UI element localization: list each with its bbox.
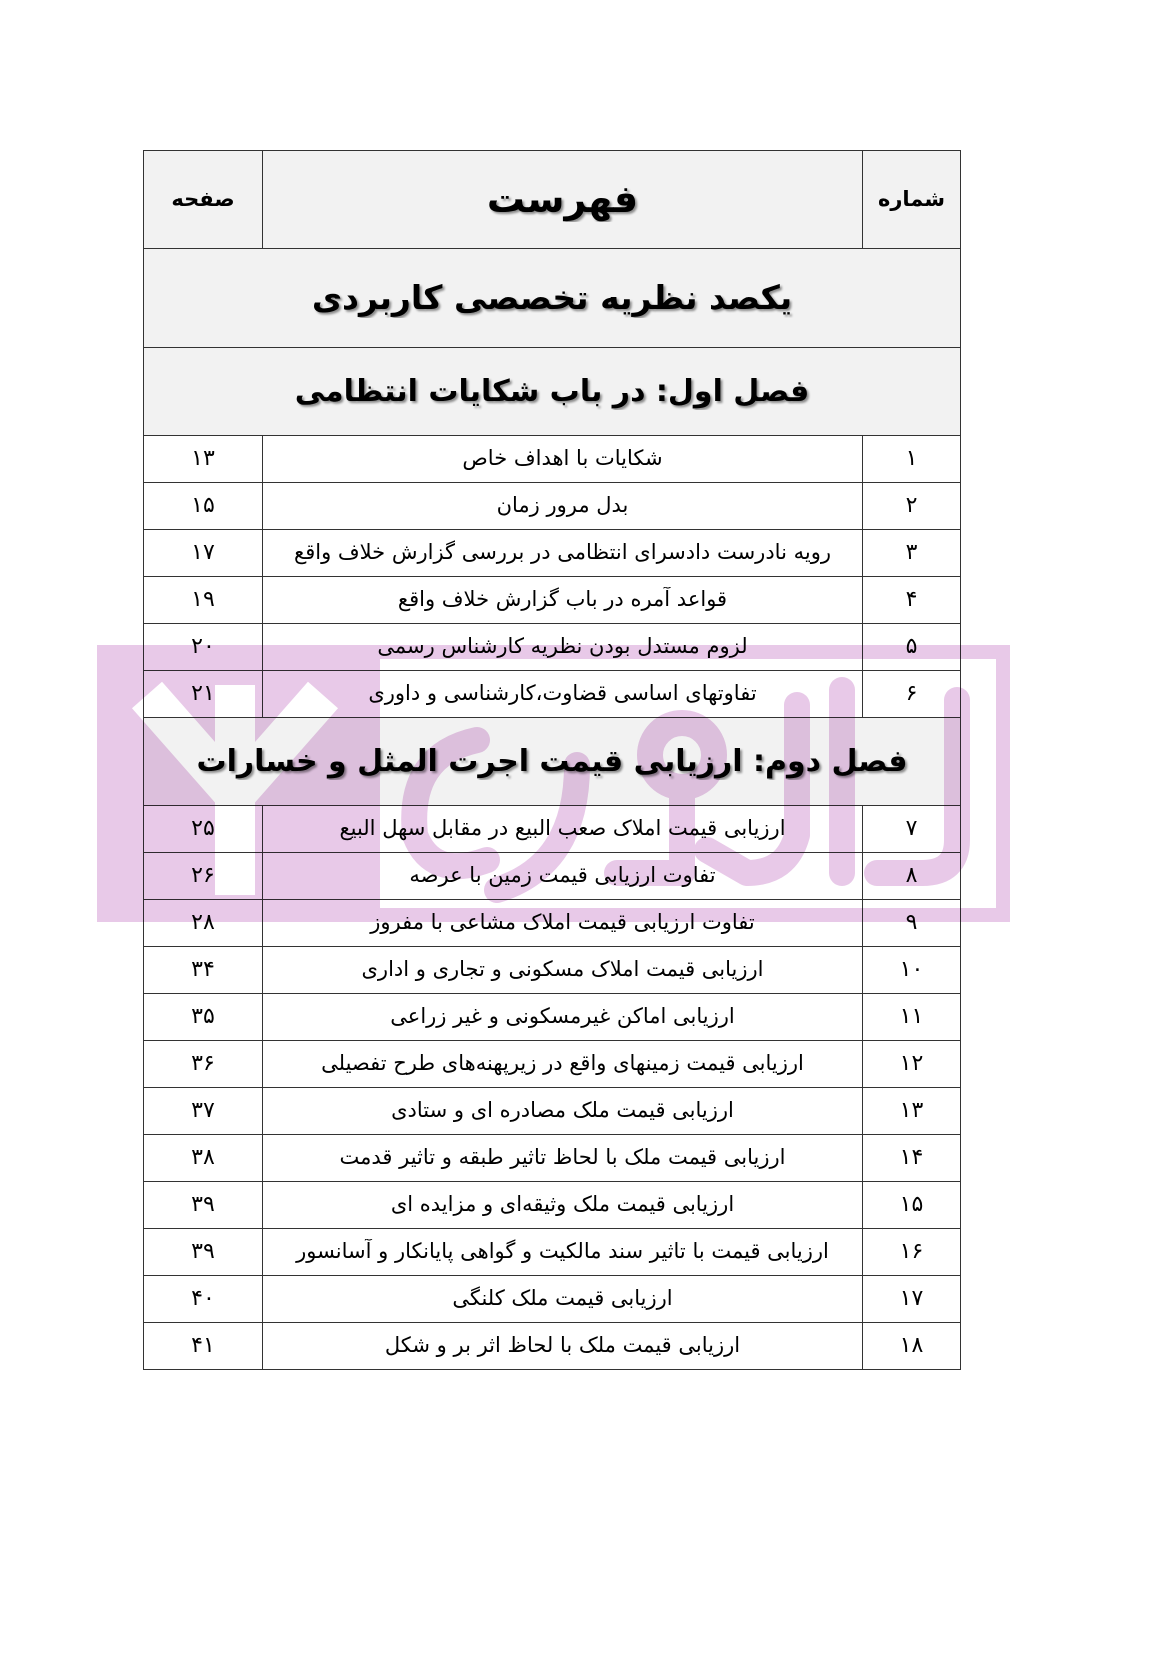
toc-entry-row <box>144 994 961 1041</box>
entry-title-text: ارزیابی قیمت زمینهای واقع در زیرپهنه‌های طرح تفصیلی <box>321 1051 804 1076</box>
entry-title-text: ارزیابی قیمت ملک مصادره ای و ستادی <box>391 1098 734 1123</box>
entry-number-text: ۱ <box>905 445 918 471</box>
entry-number-text: ۷ <box>905 815 918 841</box>
page-label: صفحه <box>171 186 235 211</box>
entry-title <box>263 577 863 624</box>
entry-page-text: ۲۵ <box>191 815 215 841</box>
entry-number-text: ۸ <box>905 862 918 888</box>
toc-entry-row <box>144 1088 961 1135</box>
entry-title-text: ارزیابی قیمت املاک صعب البیع در مقابل سهل البیع <box>339 816 786 841</box>
entry-number <box>863 577 961 624</box>
toc-entry-row <box>144 900 961 947</box>
toc-header-row <box>144 151 961 249</box>
entry-number <box>863 671 961 718</box>
entry-number-text: ۱۱ <box>899 1003 924 1029</box>
book-title-row <box>144 249 961 348</box>
entry-title-text: ارزیابی قیمت ملک کلنگی <box>452 1286 673 1311</box>
entry-title <box>263 900 863 947</box>
entry-page <box>144 806 263 853</box>
entry-page-text: ۳۹ <box>191 1191 215 1217</box>
toc-entry-row <box>144 624 961 671</box>
entry-number-text: ۱۴ <box>899 1144 924 1170</box>
table-of-contents <box>143 150 961 1370</box>
entry-title-text: تفاوتهای اساسی قضاوت،کارشناسی و داوری <box>368 681 757 706</box>
entry-number-text: ۱۵ <box>899 1191 924 1217</box>
entry-title <box>263 1041 863 1088</box>
entry-page <box>144 577 263 624</box>
number-column-header <box>863 151 961 249</box>
toc-entry-row <box>144 530 961 577</box>
entry-title-text: ارزیابی قیمت املاک مسکونی و تجاری و اداری <box>361 957 764 982</box>
entry-number <box>863 853 961 900</box>
entry-number-text: ۳ <box>905 539 918 565</box>
entry-number <box>863 1041 961 1088</box>
entry-title-text: ارزیابی قیمت ملک با لحاظ اثر بر و شکل <box>384 1333 741 1358</box>
entry-title-text: شکایات با اهداف خاص <box>462 446 663 471</box>
entry-title <box>263 1229 863 1276</box>
title-column-header <box>263 151 863 249</box>
entry-page-text: ۳۷ <box>191 1097 215 1123</box>
entry-page <box>144 1323 263 1370</box>
entry-title <box>263 483 863 530</box>
entry-page <box>144 994 263 1041</box>
entry-page <box>144 1041 263 1088</box>
entry-page <box>144 483 263 530</box>
book-title: یکصد نظریه تخصصی کاربردی <box>311 278 793 318</box>
chapter-heading-cell <box>144 718 961 806</box>
toc-entry-row <box>144 577 961 624</box>
entry-number-text: ۹ <box>905 909 918 935</box>
entry-number <box>863 900 961 947</box>
entry-page <box>144 671 263 718</box>
entry-title <box>263 947 863 994</box>
entry-number-text: ۴ <box>905 586 918 612</box>
entry-number-text: ۱۰ <box>899 956 924 982</box>
entry-number <box>863 1088 961 1135</box>
entry-title <box>263 1323 863 1370</box>
entry-number <box>863 1229 961 1276</box>
entry-page <box>144 1276 263 1323</box>
page-column-header <box>144 151 263 249</box>
entry-title-text: تفاوت ارزیابی قیمت املاک مشاعی با مفروز <box>370 910 755 935</box>
entry-title <box>263 624 863 671</box>
toc-entry-row <box>144 1041 961 1088</box>
entry-page <box>144 1135 263 1182</box>
entry-number-text: ۵ <box>905 633 918 659</box>
entry-page-text: ۱۳ <box>191 445 215 471</box>
toc-entry-row <box>144 1276 961 1323</box>
toc-entry-row <box>144 853 961 900</box>
entry-page <box>144 853 263 900</box>
entry-number <box>863 436 961 483</box>
page-title: فهرست <box>486 176 639 221</box>
entry-page-text: ۱۷ <box>191 539 215 565</box>
chapter-heading-cell <box>144 348 961 436</box>
chapter-heading-row <box>144 348 961 436</box>
toc-entry-row <box>144 483 961 530</box>
entry-title <box>263 530 863 577</box>
number-label: شماره <box>877 186 946 211</box>
entry-page <box>144 1088 263 1135</box>
entry-number-text: ۱۷ <box>899 1285 924 1311</box>
toc-entry-row <box>144 1323 961 1370</box>
entry-page-text: ۲۸ <box>191 909 215 935</box>
entry-title <box>263 1182 863 1229</box>
toc-entry-row <box>144 671 961 718</box>
entry-number <box>863 806 961 853</box>
entry-page-text: ۲۱ <box>191 680 215 706</box>
entry-number <box>863 1323 961 1370</box>
entry-title <box>263 1276 863 1323</box>
entry-page-text: ۱۹ <box>191 586 215 612</box>
entry-page-text: ۲۰ <box>191 633 215 659</box>
entry-title-text: ارزیابی قیمت ملک با لحاظ تاثیر طبقه و تاثیر قدمت <box>339 1145 786 1170</box>
entry-title-text: رویه نادرست دادسرای انتظامی در بررسی گزارش خلاف واقع <box>294 540 831 565</box>
entry-number-text: ۱۳ <box>899 1097 924 1123</box>
entry-page <box>144 1229 263 1276</box>
entry-page-text: ۲۶ <box>191 862 215 888</box>
entry-title-text: لزوم مستدل بودن نظریه کارشناس رسمی <box>377 634 748 659</box>
entry-number-text: ۱۶ <box>899 1238 924 1264</box>
entry-number <box>863 1182 961 1229</box>
entry-number <box>863 530 961 577</box>
toc-entry-row <box>144 947 961 994</box>
entry-title-text: تفاوت ارزیابی قیمت زمین با عرصه <box>409 863 716 888</box>
entry-page-text: ۳۸ <box>191 1144 215 1170</box>
chapter-title: فصل اول: در باب شکایات انتظامی <box>294 373 810 409</box>
entry-page <box>144 624 263 671</box>
entry-page <box>144 947 263 994</box>
entry-title-text: ارزیابی قیمت ملک وثیقه‌ای و مزایده ای <box>390 1192 735 1217</box>
chapter-heading-row <box>144 718 961 806</box>
entry-page-text: ۳۹ <box>191 1238 215 1264</box>
entry-number-text: ۱۸ <box>899 1332 924 1358</box>
chapter-title: فصل دوم: ارزیابی قیمت اجرت المثل و خسارات <box>196 743 908 779</box>
entry-page-text: ۱۵ <box>191 492 215 518</box>
entry-title-text: ارزیابی اماکن غیرمسکونی و غیر زراعی <box>390 1004 735 1029</box>
entry-title-text: قواعد آمره در باب گزارش خلاف واقع <box>397 587 728 612</box>
entry-number <box>863 1135 961 1182</box>
entry-number-text: ۱۲ <box>899 1050 924 1076</box>
entry-title <box>263 671 863 718</box>
entry-number <box>863 624 961 671</box>
entry-number-text: ۲ <box>905 492 918 518</box>
entry-number <box>863 947 961 994</box>
entry-page-text: ۴۱ <box>191 1332 215 1358</box>
book-title-cell <box>144 249 961 348</box>
entry-number <box>863 483 961 530</box>
entry-page-text: ۳۵ <box>191 1003 215 1029</box>
entry-title <box>263 1135 863 1182</box>
entry-page-text: ۳۴ <box>191 956 215 982</box>
entry-page <box>144 1182 263 1229</box>
entry-page-text: ۳۶ <box>191 1050 215 1076</box>
entry-page <box>144 436 263 483</box>
toc-entry-row <box>144 1229 961 1276</box>
toc-entry-row <box>144 436 961 483</box>
entry-title <box>263 806 863 853</box>
entry-page-text: ۴۰ <box>191 1285 215 1311</box>
toc-entry-row <box>144 1135 961 1182</box>
entry-page <box>144 900 263 947</box>
entry-page <box>144 530 263 577</box>
entry-title <box>263 1088 863 1135</box>
entry-number <box>863 994 961 1041</box>
entry-title-text: بدل مرور زمان <box>496 493 629 518</box>
entry-title <box>263 436 863 483</box>
toc-entry-row <box>144 806 961 853</box>
toc-entry-row <box>144 1182 961 1229</box>
entry-title <box>263 853 863 900</box>
entry-title-text: ارزیابی قیمت با تاثیر سند مالکیت و گواهی پایانکار و آسانسور <box>296 1239 829 1264</box>
entry-number-text: ۶ <box>905 680 918 706</box>
entry-number <box>863 1276 961 1323</box>
entry-title <box>263 994 863 1041</box>
